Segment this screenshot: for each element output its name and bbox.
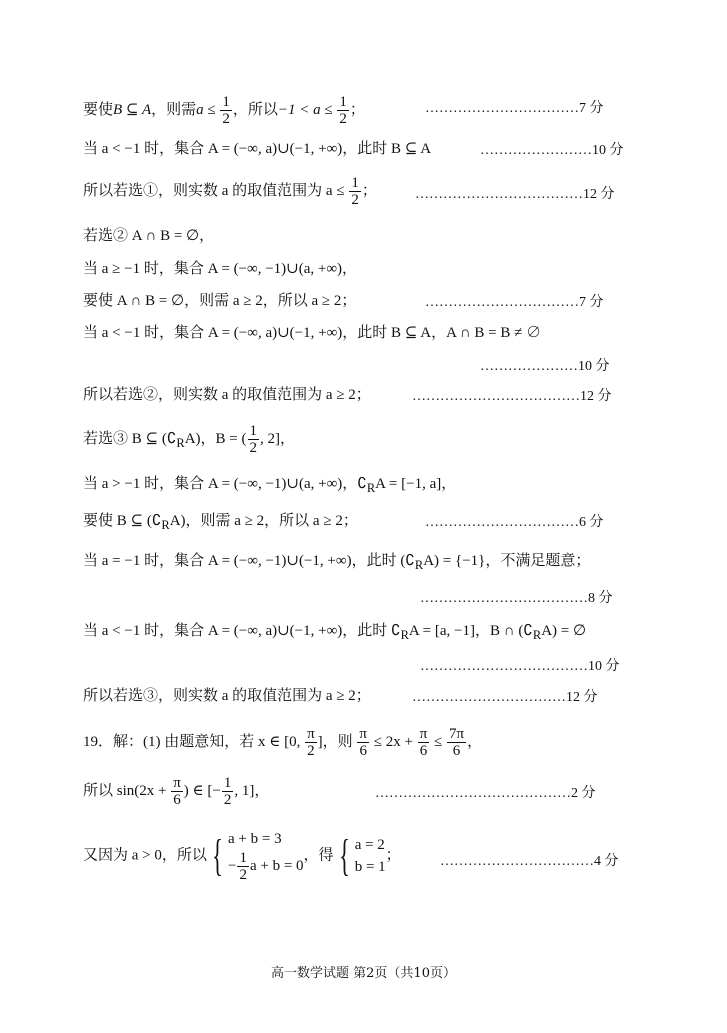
fraction [357,726,369,759]
text: , 1]， [234,782,270,799]
text: ≤ [430,733,447,750]
text: A)，B = ( [184,430,247,447]
denominator: 2 [239,867,247,883]
line-7: 当 a < −1 时，集合 A = (−∞, a)∪(−1, +∞)，此时 B ⊆ A，A ∩ B = B ≠ ∅ [83,325,542,341]
denominator: 6 [452,743,461,759]
text: − [228,857,237,874]
equation: b = 1 [354,858,386,875]
subscript: R [532,628,542,642]
text: ； [361,182,377,199]
equation: a + b = 3 [228,831,282,847]
text: ，得 [303,847,334,864]
score-4: ……………………………4 分 [440,854,619,869]
math: a ≤ [196,101,220,118]
fraction [447,726,466,759]
text: A) = {−1}，不满足题意； [423,553,591,569]
score-10c: ………………………………10 分 [420,659,620,674]
score-12: ………………………………12 分 [415,187,615,202]
fraction [305,726,317,759]
numerator: 1 [339,94,347,110]
fraction [248,423,260,456]
fraction [171,775,183,808]
score-12b: ………………………………12 分 [412,389,612,404]
fraction [222,775,234,808]
fraction [337,94,349,127]
score-7: ……………………………7 分 [425,101,604,116]
line-16 [83,775,269,808]
text: ，则需 [151,101,197,118]
math: B ⊆ A [113,101,152,118]
line-9 [83,423,295,456]
equation: a = 2 [354,836,385,853]
fraction [418,726,430,759]
text: ]，则 [317,733,357,750]
denominator: 2 [339,111,347,127]
score-2: ……………………………………2 分 [375,786,596,801]
text: 要使 [83,101,114,118]
subscript: R [176,435,185,450]
denominator: 2 [351,192,359,208]
line-17 [83,828,401,883]
score-10: ……………………10 分 [480,143,624,158]
line-10 [83,474,456,498]
text: 要使 B ⊆ (∁ [83,513,162,529]
subscript: R [366,481,376,495]
text: ； [349,101,365,118]
text: 所以 sin(2x + [83,782,171,799]
text: 当 a < −1 时，集合 A = (−∞, a)∪(−1, +∞)，此时 ∁ [83,623,401,639]
equation [228,850,304,883]
text: ) ∈ [− [183,782,221,799]
text: ≤ 2x + [370,733,417,750]
denominator: 6 [359,743,367,759]
numerator: π [173,775,181,791]
fraction [237,850,249,883]
score-7b: ……………………………7 分 [425,295,604,310]
denominator: 6 [419,743,428,759]
numerator: π [307,726,315,742]
text: 当 a = −1 时，集合 A = (−∞, −1)∪(−1, +∞)，此时 (∁ [83,553,415,569]
text: , 2]， [260,430,296,447]
line-15 [83,726,482,759]
line-6: 要使 A ∩ B = ∅，则需 a ≥ 2，所以 a ≥ 2； [83,293,357,309]
subscript: R [161,518,170,532]
subscript: R [400,628,409,642]
numerator: 1 [351,175,359,191]
line-12 [83,551,590,575]
numerator: π [359,726,367,742]
line-13 [83,621,586,645]
text: 又因为 a > 0，所以 [83,847,207,864]
line-2: 当 a < −1 时，集合 A = (−∞, a)∪(−1, +∞)，此时 B ⊆ A [83,141,432,157]
line-1 [83,94,365,127]
numerator: 1 [239,850,247,866]
text: 若选③ B ⊆ (∁ [83,430,177,447]
score-8: ………………………………8 分 [420,591,613,606]
text: A = [a, −1]，B ∩ (∁ [408,623,533,639]
score-6: ……………………………6 分 [425,515,604,530]
line-14: 所以若选③，则实数 a 的取值范围为 a ≥ 2； [83,688,371,704]
left-brace: { [212,830,223,880]
text: 19．解：(1) 由题意知，若 x ∈ [0, [83,733,305,750]
numerator: 1 [223,775,232,791]
text: A) = ∅ [541,623,587,639]
page-footer: 高一数学试题 第2页（共10页） [271,966,456,981]
subscript: R [414,558,424,572]
left-brace: { [338,830,350,880]
denominator: 2 [249,440,258,456]
text: a + b = 0 [249,857,304,874]
denominator: 6 [173,792,181,808]
text: ，所以 [232,101,278,118]
fraction [220,94,232,127]
equation-system [228,828,304,883]
line-11 [83,511,358,535]
text: A = [−1, a]， [375,476,457,492]
score-10b: …………………10 分 [480,359,610,374]
result-system [355,834,386,878]
text: ， [467,733,483,750]
numerator: 1 [222,94,230,110]
line-5: 当 a ≥ −1 时，集合 A = (−∞, −1)∪(a, +∞)， [83,261,358,277]
line-8: 所以若选②，则实数 a 的取值范围为 a ≥ 2； [83,387,371,403]
denominator: 2 [307,743,315,759]
numerator: 1 [249,423,258,439]
numerator: π [419,726,428,742]
score-12c: ……………………………12 分 [412,690,598,705]
text: ； [385,847,401,864]
fraction [349,175,361,208]
numerator: 7π [449,726,465,742]
text: 当 a > −1 时，集合 A = (−∞, −1)∪(a, +∞)，∁ [83,476,367,492]
line-3 [83,175,377,208]
text: 所以若选①，则实数 a 的取值范围为 a ≤ [83,182,349,199]
denominator: 2 [223,792,232,808]
line-4: 若选② A ∩ B = ∅， [83,228,215,244]
math: −1 < a ≤ [277,101,337,118]
denominator: 2 [222,111,230,127]
text: A)，则需 a ≥ 2，所以 a ≥ 2； [169,513,358,529]
